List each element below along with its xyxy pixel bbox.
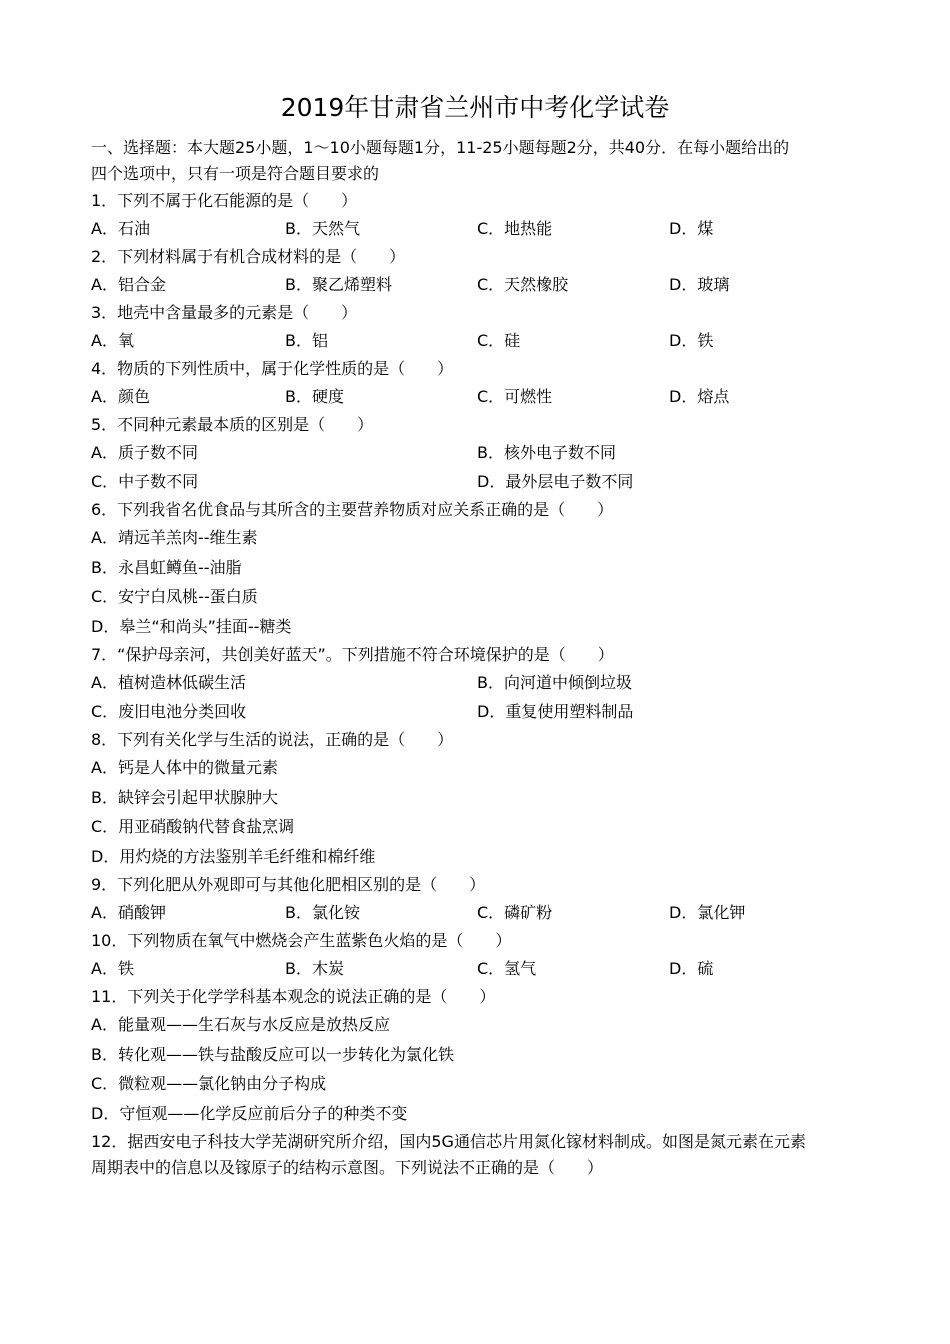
question-3-option-a: A．氧 [91,331,134,350]
question-1-stem: 1．下列不属于化石能源的是（ ） [91,191,358,210]
question-4-option-b: B．硬度 [285,387,344,406]
question-5-option-b: B．核外电子数不同 [477,443,616,462]
question-7-option-a: A．植树造林低碳生活 [91,673,246,692]
question-5-option-d: D．最外层电子数不同 [477,472,634,491]
question-8-option-d: D．用灼烧的方法鉴别羊毛纤维和棉纤维 [91,847,376,866]
question-8-stem: 8．下列有关化学与生活的说法，正确的是（ ） [91,730,454,749]
question-7-option-c: C．废旧电池分类回收 [91,702,247,721]
question-7-stem: 7．“保护母亲河，共创美好蓝天”。下列措施不符合环境保护的是（ ） [91,645,614,664]
question-6-option-c: C．安宁白凤桃--蛋白质 [91,587,258,606]
question-9-stem: 9．下列化肥从外观即可与其他化肥相区别的是（ ） [91,875,486,894]
question-3-stem: 3．地壳中含量最多的元素是（ ） [91,303,358,322]
question-3-option-d: D．铁 [669,331,714,350]
question-4-option-d: D．熔点 [669,387,730,406]
question-2-option-d: D．玻璃 [669,275,730,294]
question-5-stem: 5．不同种元素最本质的区别是（ ） [91,415,374,434]
question-4-stem: 4．物质的下列性质中，属于化学性质的是（ ） [91,359,454,378]
question-3-option-b: B．铝 [285,331,328,350]
question-6-stem: 6．下列我省名优食品与其所含的主要营养物质对应关系正确的是（ ） [91,500,614,519]
question-9-option-a: A．硝酸钾 [91,903,166,922]
question-11-option-d: D．守恒观——化学反应前后分子的种类不变 [91,1104,408,1123]
question-9-option-b: B．氯化铵 [285,903,360,922]
question-10-option-a: A．铁 [91,959,134,978]
question-7-option-d: D．重复使用塑料制品 [477,702,634,721]
question-6-option-b: B．永昌虹鳟鱼--油脂 [91,558,242,577]
question-11-option-b: B．转化观——铁与盐酸反应可以一步转化为氯化铁 [91,1045,454,1064]
section-instruction-line-2: 四个选项中，只有一项是符合题目要求的 [91,164,380,183]
question-10-option-b: B．木炭 [285,959,344,978]
question-6-option-a: A．靖远羊羔肉--维生素 [91,528,258,547]
question-11-option-a: A．能量观——生石灰与水反应是放热反应 [91,1015,390,1034]
question-10-option-d: D．硫 [669,959,714,978]
question-5-option-c: C．中子数不同 [91,472,199,491]
question-8-option-a: A．钙是人体中的微量元素 [91,758,278,777]
question-1-option-c: C．地热能 [477,219,553,238]
question-7-option-b: B．向河道中倾倒垃圾 [477,673,632,692]
question-1-option-b: B．天然气 [285,219,360,238]
question-2-option-a: A．铝合金 [91,275,166,294]
question-1-option-d: D．煤 [669,219,714,238]
question-11-option-c: C．微粒观——氯化钠由分子构成 [91,1074,327,1093]
question-2-option-c: C．天然橡胶 [477,275,569,294]
section-instruction-line-1: 一、选择题：本大题25小题，1～10小题每题1分，11-25小题每题2分，共40分．在每小题给出的 [91,138,790,157]
question-10-option-c: C．氢气 [477,959,537,978]
question-12-stem-line-2: 周期表中的信息以及镓原子的结构示意图。下列说法不正确的是（ ） [91,1158,604,1177]
question-2-option-b: B．聚乙烯塑料 [285,275,392,294]
question-11-stem: 11．下列关于化学学科基本观念的说法正确的是（ ） [91,987,496,1006]
question-6-option-d: D．皋兰“和尚头”挂面--糖类 [91,617,292,636]
question-4-option-c: C．可燃性 [477,387,553,406]
question-8-option-c: C．用亚硝酸钠代替食盐烹调 [91,817,295,836]
question-4-option-a: A．颜色 [91,387,150,406]
question-8-option-b: B．缺锌会引起甲状腺肿大 [91,788,278,807]
question-9-option-d: D．氯化钾 [669,903,746,922]
question-9-option-c: C．磷矿粉 [477,903,553,922]
question-12-stem-line-1: 12．据西安电子科技大学芜湖研究所介绍，国内5G通信芯片用氮化镓材料制成。如图是氮元素在元素 [91,1132,806,1151]
page-title: 2019年甘肃省兰州市中考化学试卷 [280,93,670,122]
question-5-option-a: A．质子数不同 [91,443,198,462]
question-2-stem: 2．下列材料属于有机合成材料的是（ ） [91,247,406,266]
question-1-option-a: A．石油 [91,219,150,238]
question-3-option-c: C．硅 [477,331,521,350]
question-10-stem: 10．下列物质在氧气中燃烧会产生蓝紫色火焰的是（ ） [91,931,512,950]
